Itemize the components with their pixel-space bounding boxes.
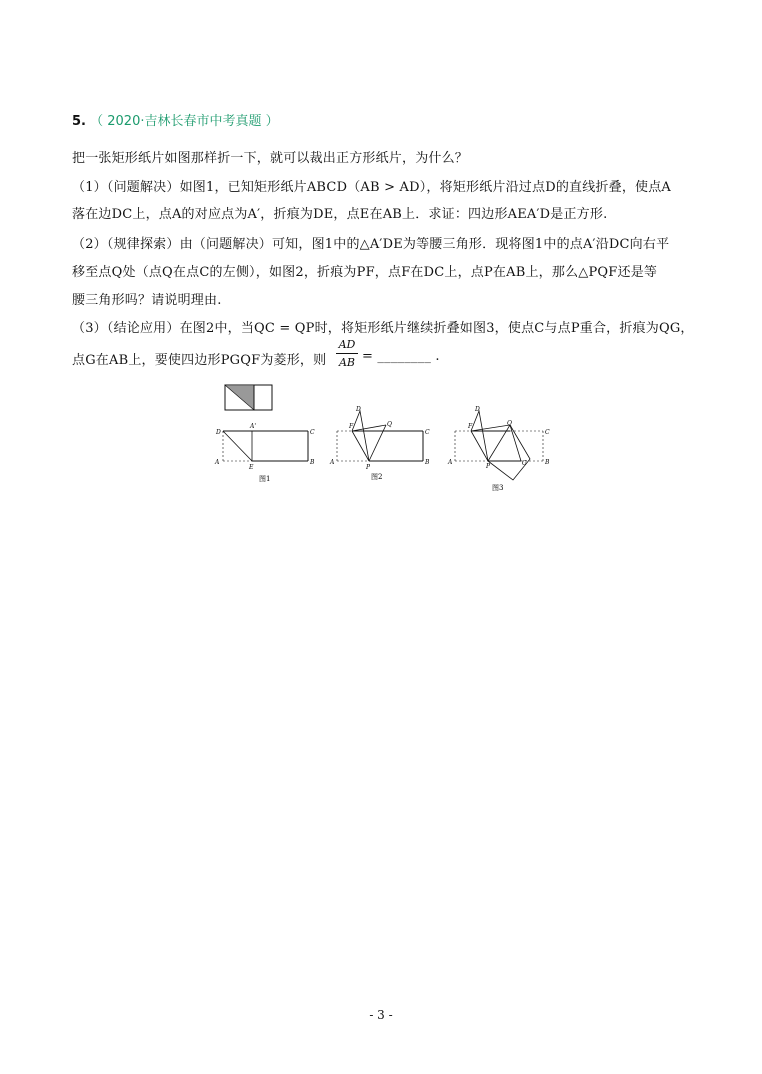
fig2-label-d: D <box>356 406 361 413</box>
part1-line2: 落在边DC上，点A的对应点为A′，折痕为DE，点E在AB上．求证：四边形AEA′D是正方形. <box>72 207 608 222</box>
part2-line2: 移至点Q处（点Q在点C的左侧），如图2，折痕为PF，点F在DC上，点P在AB上，那么△PQF还是等 <box>72 265 658 280</box>
figure-2 <box>329 406 430 481</box>
fig3-label-b: B <box>545 459 550 466</box>
fig2-label-q: Q <box>387 421 392 428</box>
fig3-label-q: Q <box>507 420 512 427</box>
figure-3 <box>447 406 550 492</box>
fig1-label-b: B <box>310 459 315 466</box>
part2-line1: （2）（规律探索）由（问题解决）可知，图1中的△A′DE为等腰三角形．现将图1中的点A′沿DC向右平 <box>72 237 670 252</box>
figures-svg <box>205 380 565 492</box>
fig1-label-c: C <box>310 429 315 436</box>
fig3-label-a: A <box>448 459 453 466</box>
figure-1 <box>214 423 315 483</box>
fraction-denominator: AB <box>338 356 356 369</box>
fraction-bar <box>336 353 358 354</box>
question-number: 5. <box>72 114 86 129</box>
paper-fold-illustration <box>225 385 272 410</box>
question-source: （ 2020·吉林长春市中考真题 ） <box>90 114 279 129</box>
fraction-numerator: AD <box>338 338 356 351</box>
part3-line1: （3）（结论应用）在图2中，当QC = QP时，将矩形纸片继续折叠如图3，使点C与点P重合，折痕为QG， <box>72 321 694 336</box>
fig1-caption: 图1 <box>259 475 271 483</box>
fig2-label-p: P <box>366 464 371 471</box>
part3-line2-prefix: 点G在AB上，要使四边形PGQF为菱形，则 <box>72 353 327 368</box>
fig2-caption: 图2 <box>371 473 383 481</box>
fig1-label-a-prime: A' <box>250 423 256 430</box>
part2-line3: 腰三角形吗？请说明理由. <box>72 293 222 308</box>
part3-line2-suffix: = ________ . <box>362 349 440 364</box>
intro-text: 把一张矩形纸片如图那样折一下，就可以裁出正方形纸片，为什么？ <box>72 151 469 166</box>
fig3-label-p: P <box>486 463 491 470</box>
question-header <box>72 110 279 129</box>
fig3-label-g: G <box>522 460 527 467</box>
fig3-label-f: F <box>468 423 473 430</box>
fig3-label-d: D <box>475 406 480 413</box>
fig3-caption: 图3 <box>492 484 504 492</box>
page-number: - 3 - <box>369 1008 393 1022</box>
fig3-label-c: C <box>545 429 550 436</box>
fig2-label-f: F <box>349 423 354 430</box>
fig1-label-a: A <box>215 459 220 466</box>
fig1-label-e: E <box>249 464 254 471</box>
fig1-label-d: D <box>216 429 221 436</box>
fig2-label-b: B <box>425 459 430 466</box>
figures-area <box>205 380 565 492</box>
part1-line1: （1）（问题解决）如图1，已知矩形纸片ABCD（AB > AD），将矩形纸片沿过点D的直线折叠，使点A <box>72 180 672 195</box>
fig2-label-a: A <box>330 459 335 466</box>
fig2-label-c: C <box>425 429 430 436</box>
